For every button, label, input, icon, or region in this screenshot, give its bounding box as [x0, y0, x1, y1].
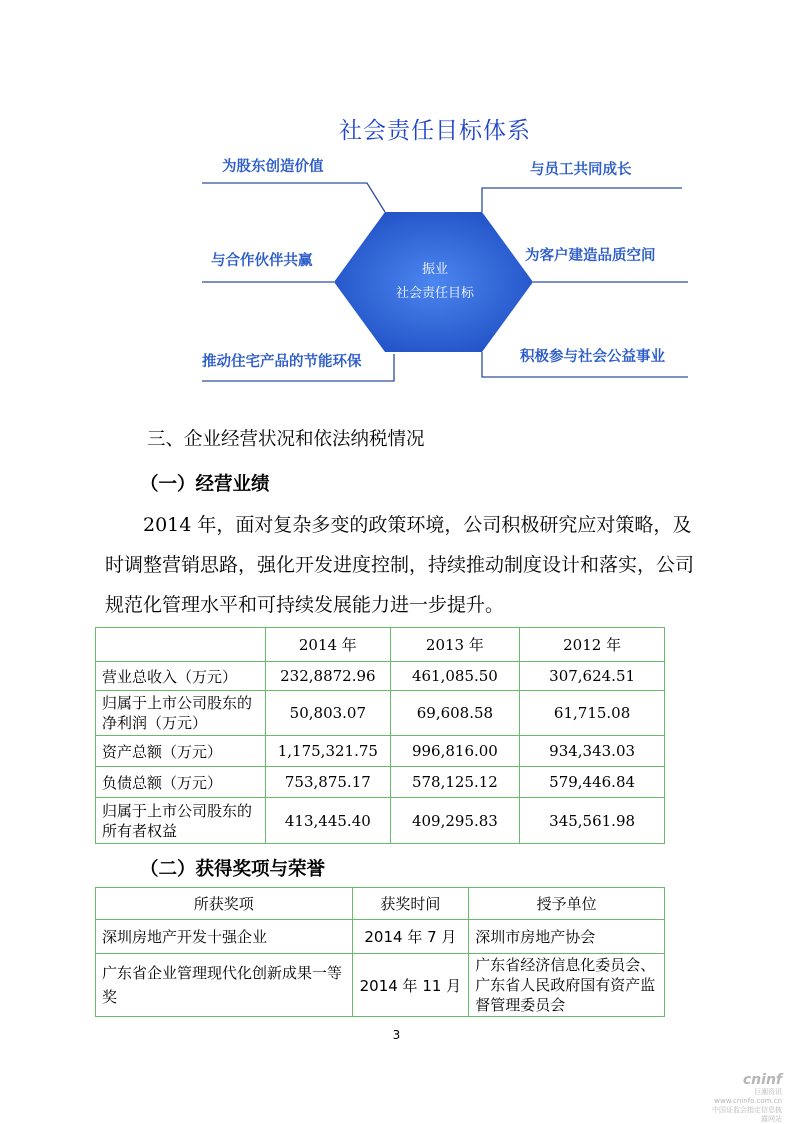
cell-value: 753,875.17	[266, 767, 391, 798]
watermark-line2: www.cninfo.com.cn	[714, 1097, 782, 1105]
cell-value: 413,445.40	[266, 798, 391, 844]
award-time: 2014 年 7 月	[352, 920, 469, 954]
header-cell	[96, 628, 266, 662]
label-customer-space: 为客户建造品质空间	[525, 248, 656, 264]
header-cell: 授予单位	[469, 888, 665, 920]
section3-title: 三、企业经营状况和依法纳税情况	[147, 429, 425, 450]
header-cell: 获奖时间	[352, 888, 469, 920]
diagram-title: 社会责任目标体系	[339, 118, 531, 144]
label-partner-win: 与合作伙伴共赢	[211, 253, 313, 269]
table-row	[96, 920, 665, 954]
header-cell: 2013 年	[390, 628, 520, 662]
row-label: 营业总收入（万元）	[96, 662, 266, 691]
label-shareholder-value: 为股东创造价值	[222, 159, 324, 175]
cell-value: 69,608.58	[390, 691, 520, 736]
connector-top-right	[482, 188, 682, 212]
subsection2-title: （二）获得奖项与荣誉	[140, 859, 326, 880]
cell-value: 50,803.07	[266, 691, 391, 736]
cell-value: 232,8872.96	[266, 662, 391, 691]
responsibility-diagram	[0, 0, 793, 400]
cell-value: 996,816.00	[390, 736, 520, 767]
header-cell: 2014 年	[266, 628, 391, 662]
cell-value: 307,624.51	[520, 662, 665, 691]
cell-value: 61,715.08	[520, 691, 665, 736]
award-unit: 广东省经济信息化委员会、广东省人民政府国有资产监督管理委员会	[469, 954, 665, 1017]
table-row	[96, 798, 665, 844]
diagram-center-text	[345, 258, 525, 306]
row-label: 归属于上市公司股东的所有者权益	[96, 798, 266, 844]
award-name: 深圳房地产开发十强企业	[96, 920, 353, 954]
watermark-brand: cninf	[742, 1072, 782, 1088]
cell-value: 934,343.03	[520, 736, 665, 767]
cell-value: 461,085.50	[390, 662, 520, 691]
performance-paragraph: 2014 年，面对复杂多变的政策环境，公司积极研究应对策略，及时调整营销思路，强化开发进度控制，持续推动制度设计和落实，公司规范化管理水平和可持续发展能力进一步提升。	[105, 514, 695, 616]
header-cell: 2012 年	[520, 628, 665, 662]
watermark-line3: 中国证监会指定信息披露网站	[712, 1106, 782, 1123]
label-energy-saving: 推动住宅产品的节能环保	[202, 354, 362, 370]
subsection1-title: （一）经营业绩	[140, 474, 270, 495]
page-number: 3	[392, 1028, 401, 1042]
table-row	[96, 691, 665, 736]
row-label: 资产总额（万元）	[96, 736, 266, 767]
diagram-graphic	[0, 0, 793, 400]
table-row	[96, 662, 665, 691]
financial-table	[95, 627, 665, 844]
cell-value: 1,175,321.75	[266, 736, 391, 767]
cninfo-watermark	[712, 1072, 782, 1124]
center-line-1: 振业	[421, 262, 448, 277]
label-employee-growth: 与员工共同成长	[530, 162, 632, 178]
cell-value: 579,446.84	[520, 767, 665, 798]
header-cell: 所获奖项	[96, 888, 353, 920]
award-name: 广东省企业管理现代化创新成果一等奖	[96, 954, 353, 1017]
awards-table	[95, 887, 665, 1017]
table-row	[96, 736, 665, 767]
award-time: 2014 年 11 月	[352, 954, 469, 1017]
center-line-2: 社会责任目标	[395, 286, 474, 301]
row-label: 负债总额（万元）	[96, 767, 266, 798]
label-public-welfare: 积极参与社会公益事业	[520, 349, 665, 365]
cell-value: 409,295.83	[390, 798, 520, 844]
table-header-row	[96, 628, 665, 662]
table-row	[96, 954, 665, 1017]
table-header-row	[96, 888, 665, 920]
award-unit: 深圳市房地产协会	[469, 920, 665, 954]
table-row	[96, 767, 665, 798]
cell-value: 345,561.98	[520, 798, 665, 844]
row-label: 归属于上市公司股东的净利润（万元）	[96, 691, 266, 736]
cell-value: 578,125.12	[390, 767, 520, 798]
watermark-line1: 巨潮资讯	[754, 1088, 782, 1096]
connector-top-left	[202, 183, 385, 212]
